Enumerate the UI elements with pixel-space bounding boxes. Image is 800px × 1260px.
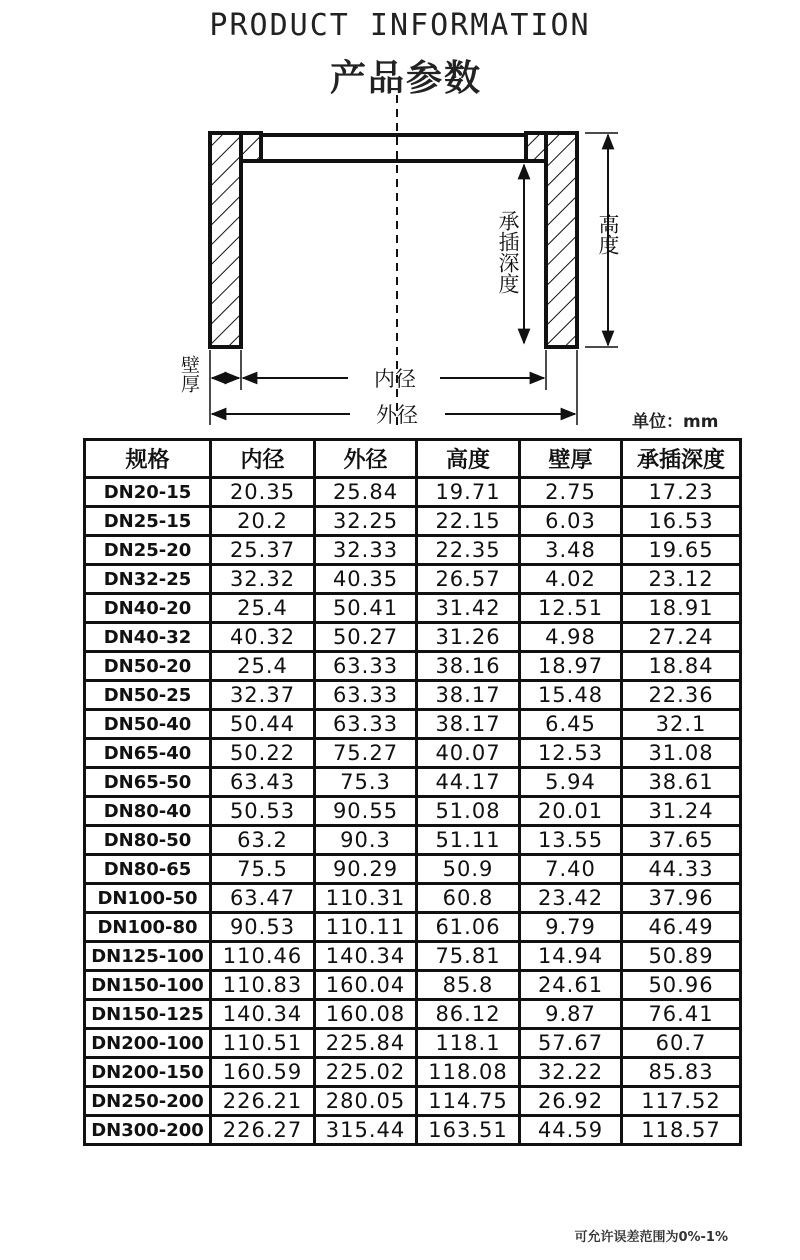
value-cell: 63.33 bbox=[315, 652, 417, 681]
value-cell: 15.48 bbox=[520, 681, 622, 710]
value-cell: 40.35 bbox=[315, 565, 417, 594]
spec-cell: DN32-25 bbox=[85, 565, 211, 594]
value-cell: 26.57 bbox=[417, 565, 520, 594]
value-cell: 50.22 bbox=[211, 739, 315, 768]
table-header-cell: 壁厚 bbox=[520, 440, 622, 478]
value-cell: 38.16 bbox=[417, 652, 520, 681]
value-cell: 76.41 bbox=[622, 1000, 741, 1029]
value-cell: 50.53 bbox=[211, 797, 315, 826]
spec-cell: DN150-125 bbox=[85, 1000, 211, 1029]
value-cell: 50.89 bbox=[622, 942, 741, 971]
spec-cell: DN100-50 bbox=[85, 884, 211, 913]
value-cell: 63.2 bbox=[211, 826, 315, 855]
value-cell: 25.4 bbox=[211, 594, 315, 623]
value-cell: 18.91 bbox=[622, 594, 741, 623]
spec-cell: DN300-200 bbox=[85, 1116, 211, 1145]
spec-cell: DN50-20 bbox=[85, 652, 211, 681]
value-cell: 4.98 bbox=[520, 623, 622, 652]
value-cell: 51.08 bbox=[417, 797, 520, 826]
value-cell: 18.97 bbox=[520, 652, 622, 681]
table-row bbox=[85, 652, 741, 681]
table-header-cell: 高度 bbox=[417, 440, 520, 478]
value-cell: 90.29 bbox=[315, 855, 417, 884]
value-cell: 24.61 bbox=[520, 971, 622, 1000]
value-cell: 37.65 bbox=[622, 826, 741, 855]
spec-cell: DN40-20 bbox=[85, 594, 211, 623]
value-cell: 5.94 bbox=[520, 768, 622, 797]
value-cell: 37.96 bbox=[622, 884, 741, 913]
table-row bbox=[85, 1087, 741, 1116]
value-cell: 50.96 bbox=[622, 971, 741, 1000]
value-cell: 31.24 bbox=[622, 797, 741, 826]
unit-value: mm bbox=[683, 412, 719, 432]
value-cell: 20.35 bbox=[211, 478, 315, 507]
value-cell: 32.1 bbox=[622, 710, 741, 739]
value-cell: 50.27 bbox=[315, 623, 417, 652]
value-cell: 63.33 bbox=[315, 710, 417, 739]
value-cell: 163.51 bbox=[417, 1116, 520, 1145]
value-cell: 226.21 bbox=[211, 1087, 315, 1116]
cap-wall-left-lip bbox=[241, 133, 261, 161]
value-cell: 22.36 bbox=[622, 681, 741, 710]
table-row bbox=[85, 1000, 741, 1029]
value-cell: 160.59 bbox=[211, 1058, 315, 1087]
value-cell: 12.53 bbox=[520, 739, 622, 768]
value-cell: 60.8 bbox=[417, 884, 520, 913]
value-cell: 9.79 bbox=[520, 913, 622, 942]
value-cell: 40.07 bbox=[417, 739, 520, 768]
value-cell: 63.43 bbox=[211, 768, 315, 797]
spec-cell: DN150-100 bbox=[85, 971, 211, 1000]
value-cell: 75.27 bbox=[315, 739, 417, 768]
table-row bbox=[85, 739, 741, 768]
table-header-row bbox=[85, 440, 741, 478]
value-cell: 23.42 bbox=[520, 884, 622, 913]
value-cell: 22.35 bbox=[417, 536, 520, 565]
value-cell: 22.15 bbox=[417, 507, 520, 536]
value-cell: 6.03 bbox=[520, 507, 622, 536]
table-row bbox=[85, 1058, 741, 1087]
value-cell: 110.31 bbox=[315, 884, 417, 913]
value-cell: 31.26 bbox=[417, 623, 520, 652]
table-row bbox=[85, 971, 741, 1000]
table-body bbox=[85, 478, 741, 1145]
unit-prefix: 单位： bbox=[632, 412, 683, 432]
value-cell: 9.87 bbox=[520, 1000, 622, 1029]
value-cell: 118.57 bbox=[622, 1116, 741, 1145]
table-header-cell: 外径 bbox=[315, 440, 417, 478]
spec-cell: DN25-20 bbox=[85, 536, 211, 565]
table-row bbox=[85, 536, 741, 565]
value-cell: 50.44 bbox=[211, 710, 315, 739]
cap-wall-right bbox=[546, 133, 577, 347]
value-cell: 26.92 bbox=[520, 1087, 622, 1116]
value-cell: 90.3 bbox=[315, 826, 417, 855]
title-english: PRODUCT INFORMATION bbox=[209, 8, 591, 43]
table-header-cell: 承插深度 bbox=[622, 440, 741, 478]
cap-wall-left bbox=[210, 133, 241, 347]
value-cell: 44.59 bbox=[520, 1116, 622, 1145]
value-cell: 19.71 bbox=[417, 478, 520, 507]
table-row bbox=[85, 710, 741, 739]
spec-cell: DN65-40 bbox=[85, 739, 211, 768]
value-cell: 31.08 bbox=[622, 739, 741, 768]
value-cell: 50.41 bbox=[315, 594, 417, 623]
table-header-cell: 内径 bbox=[211, 440, 315, 478]
table-row bbox=[85, 623, 741, 652]
value-cell: 38.61 bbox=[622, 768, 741, 797]
value-cell: 32.33 bbox=[315, 536, 417, 565]
value-cell: 32.37 bbox=[211, 681, 315, 710]
value-cell: 315.44 bbox=[315, 1116, 417, 1145]
value-cell: 23.12 bbox=[622, 565, 741, 594]
value-cell: 44.17 bbox=[417, 768, 520, 797]
value-cell: 25.84 bbox=[315, 478, 417, 507]
table-header-cell: 规格 bbox=[85, 440, 211, 478]
value-cell: 14.94 bbox=[520, 942, 622, 971]
title-chinese: 产品参数 bbox=[329, 58, 482, 99]
value-cell: 57.67 bbox=[520, 1029, 622, 1058]
socket-depth-label: 承插深度 bbox=[496, 210, 520, 294]
tolerance-note: 可允许误差范围为0%-1% bbox=[574, 1230, 728, 1245]
value-cell: 7.40 bbox=[520, 855, 622, 884]
spec-cell: DN50-40 bbox=[85, 710, 211, 739]
value-cell: 160.08 bbox=[315, 1000, 417, 1029]
value-cell: 63.47 bbox=[211, 884, 315, 913]
value-cell: 85.8 bbox=[417, 971, 520, 1000]
value-cell: 50.9 bbox=[417, 855, 520, 884]
table-row bbox=[85, 913, 741, 942]
wall-thickness-label: 壁厚 bbox=[178, 355, 200, 393]
value-cell: 44.33 bbox=[622, 855, 741, 884]
value-cell: 46.49 bbox=[622, 913, 741, 942]
value-cell: 90.55 bbox=[315, 797, 417, 826]
value-cell: 226.27 bbox=[211, 1116, 315, 1145]
value-cell: 225.02 bbox=[315, 1058, 417, 1087]
value-cell: 118.1 bbox=[417, 1029, 520, 1058]
value-cell: 280.05 bbox=[315, 1087, 417, 1116]
table-row bbox=[85, 594, 741, 623]
table-row bbox=[85, 768, 741, 797]
inner-diameter-label: 内径 bbox=[374, 367, 416, 391]
table-row bbox=[85, 855, 741, 884]
table-row bbox=[85, 1116, 741, 1145]
value-cell: 32.25 bbox=[315, 507, 417, 536]
pipe-cap-cross-section-diagram bbox=[0, 0, 800, 440]
value-cell: 38.17 bbox=[417, 710, 520, 739]
value-cell: 75.81 bbox=[417, 942, 520, 971]
value-cell: 86.12 bbox=[417, 1000, 520, 1029]
table-row bbox=[85, 1029, 741, 1058]
spec-cell: DN65-50 bbox=[85, 768, 211, 797]
table-row bbox=[85, 942, 741, 971]
value-cell: 51.11 bbox=[417, 826, 520, 855]
spec-cell: DN200-100 bbox=[85, 1029, 211, 1058]
value-cell: 4.02 bbox=[520, 565, 622, 594]
value-cell: 25.37 bbox=[211, 536, 315, 565]
value-cell: 75.3 bbox=[315, 768, 417, 797]
value-cell: 12.51 bbox=[520, 594, 622, 623]
spec-cell: DN25-15 bbox=[85, 507, 211, 536]
table-row bbox=[85, 478, 741, 507]
value-cell: 20.2 bbox=[211, 507, 315, 536]
value-cell: 27.24 bbox=[622, 623, 741, 652]
spec-cell: DN250-200 bbox=[85, 1087, 211, 1116]
value-cell: 17.23 bbox=[622, 478, 741, 507]
table-row bbox=[85, 507, 741, 536]
value-cell: 19.65 bbox=[622, 536, 741, 565]
value-cell: 75.5 bbox=[211, 855, 315, 884]
spec-cell: DN100-80 bbox=[85, 913, 211, 942]
value-cell: 38.17 bbox=[417, 681, 520, 710]
value-cell: 18.84 bbox=[622, 652, 741, 681]
value-cell: 118.08 bbox=[417, 1058, 520, 1087]
value-cell: 110.83 bbox=[211, 971, 315, 1000]
value-cell: 61.06 bbox=[417, 913, 520, 942]
value-cell: 110.51 bbox=[211, 1029, 315, 1058]
value-cell: 32.22 bbox=[520, 1058, 622, 1087]
spec-cell: DN80-50 bbox=[85, 826, 211, 855]
table-row bbox=[85, 681, 741, 710]
value-cell: 85.83 bbox=[622, 1058, 741, 1087]
value-cell: 110.46 bbox=[211, 942, 315, 971]
value-cell: 140.34 bbox=[315, 942, 417, 971]
value-cell: 40.32 bbox=[211, 623, 315, 652]
value-cell: 63.33 bbox=[315, 681, 417, 710]
value-cell: 160.04 bbox=[315, 971, 417, 1000]
value-cell: 110.11 bbox=[315, 913, 417, 942]
spec-cell: DN20-15 bbox=[85, 478, 211, 507]
value-cell: 60.7 bbox=[622, 1029, 741, 1058]
value-cell: 16.53 bbox=[622, 507, 741, 536]
spec-cell: DN50-25 bbox=[85, 681, 211, 710]
cap-wall-right-lip bbox=[526, 133, 546, 161]
table-row bbox=[85, 826, 741, 855]
value-cell: 90.53 bbox=[211, 913, 315, 942]
height-label: 高度 bbox=[596, 213, 620, 255]
spec-cell: DN80-65 bbox=[85, 855, 211, 884]
outer-diameter-label: 外径 bbox=[376, 403, 418, 427]
unit-label bbox=[632, 407, 718, 432]
value-cell: 31.42 bbox=[417, 594, 520, 623]
value-cell: 32.32 bbox=[211, 565, 315, 594]
value-cell: 6.45 bbox=[520, 710, 622, 739]
value-cell: 117.52 bbox=[622, 1087, 741, 1116]
value-cell: 140.34 bbox=[211, 1000, 315, 1029]
table-row bbox=[85, 565, 741, 594]
value-cell: 114.75 bbox=[417, 1087, 520, 1116]
table-row bbox=[85, 884, 741, 913]
table-row bbox=[85, 797, 741, 826]
spec-cell: DN125-100 bbox=[85, 942, 211, 971]
value-cell: 25.4 bbox=[211, 652, 315, 681]
value-cell: 2.75 bbox=[520, 478, 622, 507]
spec-cell: DN80-40 bbox=[85, 797, 211, 826]
value-cell: 13.55 bbox=[520, 826, 622, 855]
value-cell: 225.84 bbox=[315, 1029, 417, 1058]
spec-cell: DN200-150 bbox=[85, 1058, 211, 1087]
value-cell: 3.48 bbox=[520, 536, 622, 565]
value-cell: 20.01 bbox=[520, 797, 622, 826]
spec-cell: DN40-32 bbox=[85, 623, 211, 652]
spec-table bbox=[83, 438, 742, 1146]
